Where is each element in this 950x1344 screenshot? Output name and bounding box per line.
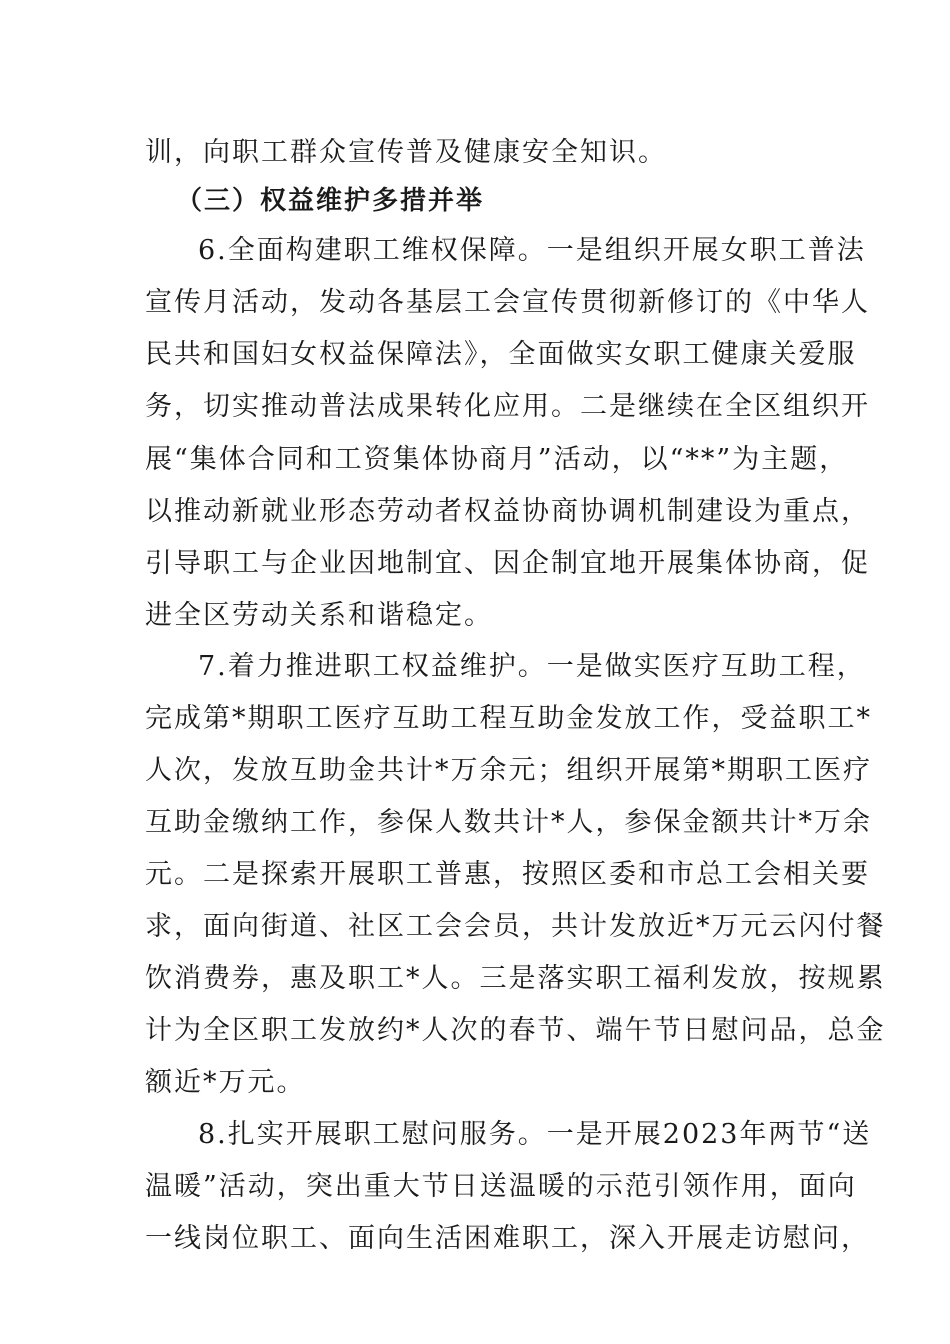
text-line: 务，切实推动普法成果转化应用。二是继续在全区组织开 <box>145 391 870 422</box>
text-line: 元。二是探索开展职工普惠，按照区委和市总工会相关要 <box>145 859 870 890</box>
text-line: 完成第*期职工医疗互助工程互助金发放工作，受益职工* <box>145 703 872 734</box>
text-line: 以推动新就业形态劳动者权益协商协调机制建设为重点， <box>145 496 870 527</box>
paragraph-first-line: 7.着力推进职工权益维护。一是做实医疗互助工程， <box>198 651 866 682</box>
text-line: 额近*万元。 <box>145 1067 306 1098</box>
text-line: 一线岗位职工、面向生活困难职工，深入开展走访慰问， <box>145 1223 870 1254</box>
paragraph-first-line: 6.全面构建职工维权保障。一是组织开展女职工普法 <box>198 235 866 266</box>
text-line: 温暖”活动，突出重大节日送温暖的示范引领作用，面向 <box>145 1171 857 1202</box>
text-line: 饮消费券，惠及职工*人。三是落实职工福利发放，按规累 <box>145 963 886 994</box>
paragraph-first-line: 8.扎实开展职工慰问服务。一是开展2023年两节“送 <box>198 1119 872 1150</box>
text-line: 引导职工与企业因地制宜、因企制宜地开展集体协商，促 <box>145 548 870 579</box>
text-line: 宣传月活动，发动各基层工会宣传贯彻新修订的《中华人 <box>145 287 870 318</box>
text-line: 民共和国妇女权益保障法》，全面做实女职工健康关爱服 <box>145 339 857 370</box>
text-line: 人次，发放互助金共计*万余元；组织开展第*期职工医疗 <box>145 755 872 786</box>
text-line: 互助金缴纳工作，参保人数共计*人，参保金额共计*万余 <box>145 807 872 838</box>
text-line: 求，面向街道、社区工会会员，共计发放近*万元云闪付餐 <box>145 911 886 942</box>
section-heading: （三）权益维护多措并举 <box>176 186 485 216</box>
text-line: 进全区劳动关系和谐稳定。 <box>145 600 493 631</box>
text-line: 训，向职工群众宣传普及健康安全知识。 <box>145 137 667 168</box>
text-line: 展“集体合同和工资集体协商月”活动，以“**”为主题， <box>145 444 849 475</box>
text-line: 计为全区职工发放约*人次的春节、端午节日慰问品，总金 <box>145 1015 886 1046</box>
